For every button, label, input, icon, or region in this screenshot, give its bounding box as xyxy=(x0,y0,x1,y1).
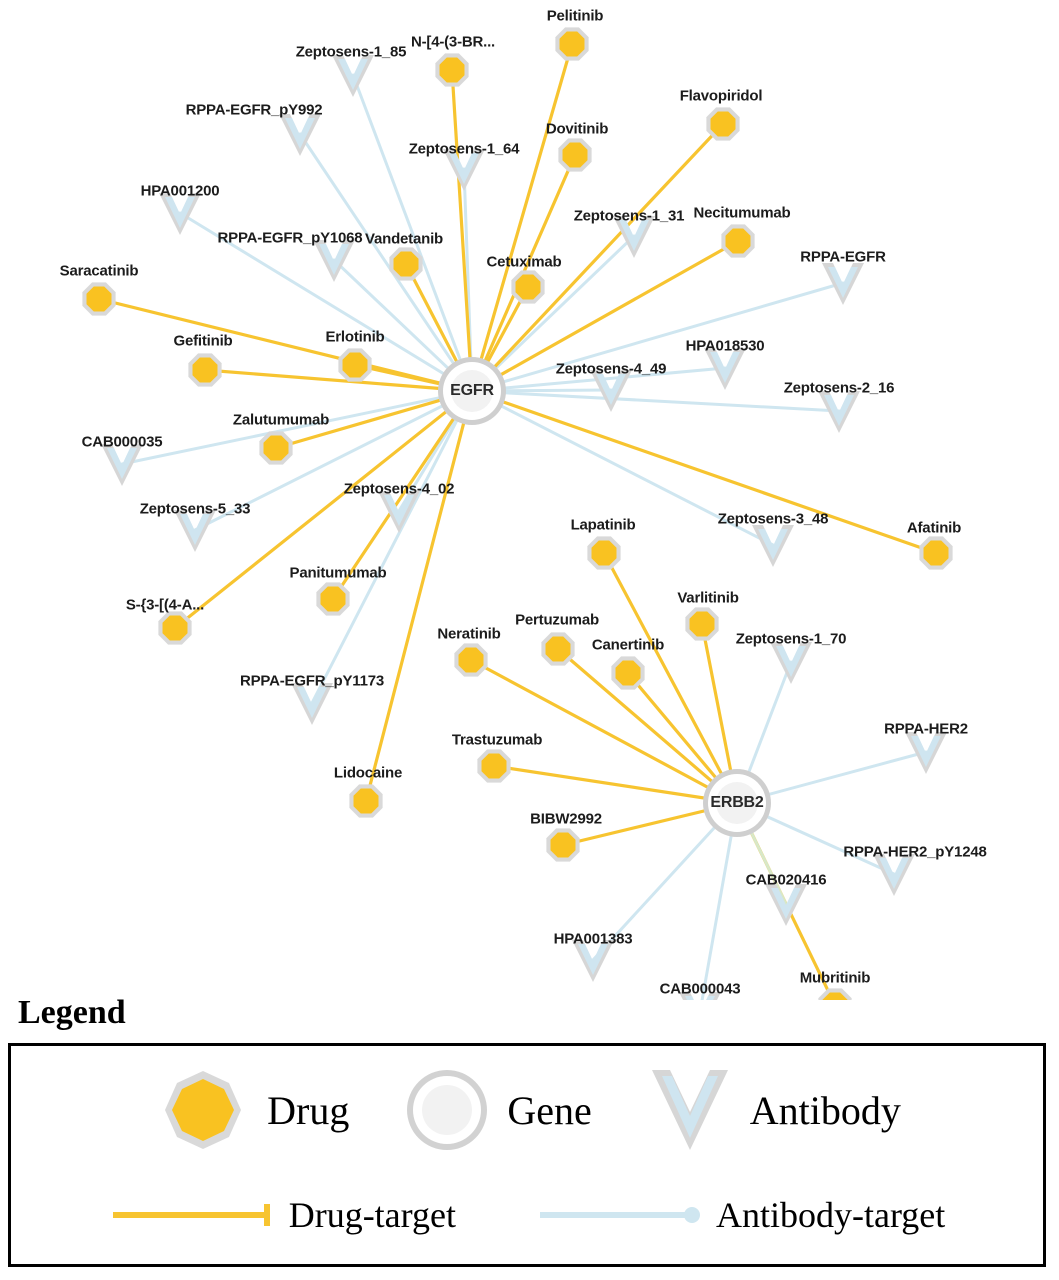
drug-node xyxy=(482,754,507,779)
drug-node xyxy=(560,32,585,57)
drug-label: Neratinib xyxy=(437,625,501,643)
antibody-label: CAB000043 xyxy=(659,980,741,998)
drug-label: Mubritinib xyxy=(799,969,871,987)
drug-node xyxy=(459,648,484,673)
legend-label-gene: Gene xyxy=(507,1087,592,1133)
antibody-label: RPPA-EGFR_pY1068 xyxy=(217,229,363,247)
drug-target-edge-icon xyxy=(109,1200,279,1230)
drug-label: Pelitinib xyxy=(546,7,604,25)
antibody-label: HPA001200 xyxy=(140,182,220,200)
drug-label: Trastuzumab xyxy=(451,731,543,749)
drug-node xyxy=(924,541,949,566)
drug-label: Dovitinib xyxy=(545,120,609,138)
drug-label: Canertinib xyxy=(591,636,665,654)
legend-title: Legend xyxy=(18,994,126,1031)
drug-node xyxy=(592,541,617,566)
antibody-label: HPA001383 xyxy=(553,930,633,948)
antibody-label: Zeptosens-1_70 xyxy=(735,630,847,648)
legend-item-gene xyxy=(401,1065,591,1155)
drug-node xyxy=(726,229,751,254)
antibody-icon xyxy=(644,1064,736,1156)
drug-label: BIBW2992 xyxy=(530,810,602,828)
drug-label: S-{3-[(4-A... xyxy=(125,596,205,614)
drug-node xyxy=(616,661,641,686)
drug-node xyxy=(193,358,218,383)
antibody-label: CAB000035 xyxy=(81,433,163,451)
legend-label-drug-target: Drug-target xyxy=(288,1195,456,1235)
legend-label-drug: Drug xyxy=(267,1087,350,1133)
legend-item-antibody-target xyxy=(536,1194,945,1236)
drug-label: Necitumumab xyxy=(693,204,791,222)
drug-icon xyxy=(153,1065,253,1155)
drug-node xyxy=(690,612,715,637)
drug-label: Varlitinib xyxy=(677,589,739,607)
antibody-label: Zeptosens-4_02 xyxy=(343,480,455,498)
drug-label: Zalutumumab xyxy=(232,411,330,429)
drug-label: Lidocaine xyxy=(333,764,403,782)
drug-label: Flavopiridol xyxy=(679,87,763,105)
legend-item-antibody xyxy=(644,1064,901,1156)
drug-node xyxy=(546,637,571,662)
legend-label-antibody-target: Antibody-target xyxy=(715,1195,946,1235)
antibody-label: RPPA-HER2_pY1248 xyxy=(843,843,987,861)
legend-node-row xyxy=(0,1055,1054,1165)
antibody-label: Zeptosens-5_33 xyxy=(139,500,251,518)
drug-node xyxy=(440,58,465,83)
legend-item-drug-target xyxy=(109,1194,456,1236)
antibody-label: Zeptosens-1_31 xyxy=(573,207,685,225)
drug-label: Pertuzumab xyxy=(515,611,599,629)
antibody-label: Zeptosens-3_48 xyxy=(717,510,829,528)
drug-node xyxy=(394,252,419,277)
drug-label: Saracatinib xyxy=(59,262,139,280)
drug-label: Vandetanib xyxy=(364,230,444,248)
drug-label: Erlotinib xyxy=(325,328,385,346)
antibody-target-edge-icon xyxy=(536,1200,706,1230)
drug-node xyxy=(343,353,368,378)
drug-label: Panitumumab xyxy=(289,564,387,582)
gene-label: ERBB2 xyxy=(710,794,764,811)
legend-edge-row xyxy=(0,1180,1054,1250)
drug-label: Gefitinib xyxy=(173,332,233,350)
antibody-label: Zeptosens-2_16 xyxy=(783,379,895,397)
gene-icon xyxy=(401,1065,493,1155)
drug-node xyxy=(163,616,188,641)
antibody-label: Zeptosens-4_49 xyxy=(555,360,667,378)
drug-label: Afatinib xyxy=(906,519,962,537)
drug-node xyxy=(516,275,541,300)
drug-node xyxy=(563,143,588,168)
drug-node xyxy=(354,789,379,814)
antibody-label: Zeptosens-1_85 xyxy=(295,43,407,61)
drug-node xyxy=(321,587,346,612)
drug-label: Cetuximab xyxy=(486,253,562,271)
antibody-label: RPPA-EGFR_pY1173 xyxy=(239,672,385,690)
antibody-label: CAB020416 xyxy=(745,871,827,889)
drug-label: Lapatinib xyxy=(570,516,636,534)
antibody-label: HPA018530 xyxy=(685,337,765,355)
drug-node xyxy=(551,833,576,858)
drug-label: N-[4-(3-BR... xyxy=(410,33,496,51)
gene-label: EGFR xyxy=(450,382,494,399)
antibody-label: RPPA-HER2 xyxy=(884,720,968,738)
drug-node xyxy=(711,112,736,137)
drug-node xyxy=(87,287,112,312)
antibody-label: RPPA-EGFR xyxy=(800,248,886,266)
legend-label-antibody: Antibody xyxy=(749,1087,901,1133)
antibody-label: RPPA-EGFR_pY992 xyxy=(185,101,323,119)
drug-node xyxy=(264,436,289,461)
legend-item-drug xyxy=(153,1065,349,1155)
antibody-label: Zeptosens-1_64 xyxy=(408,140,520,158)
